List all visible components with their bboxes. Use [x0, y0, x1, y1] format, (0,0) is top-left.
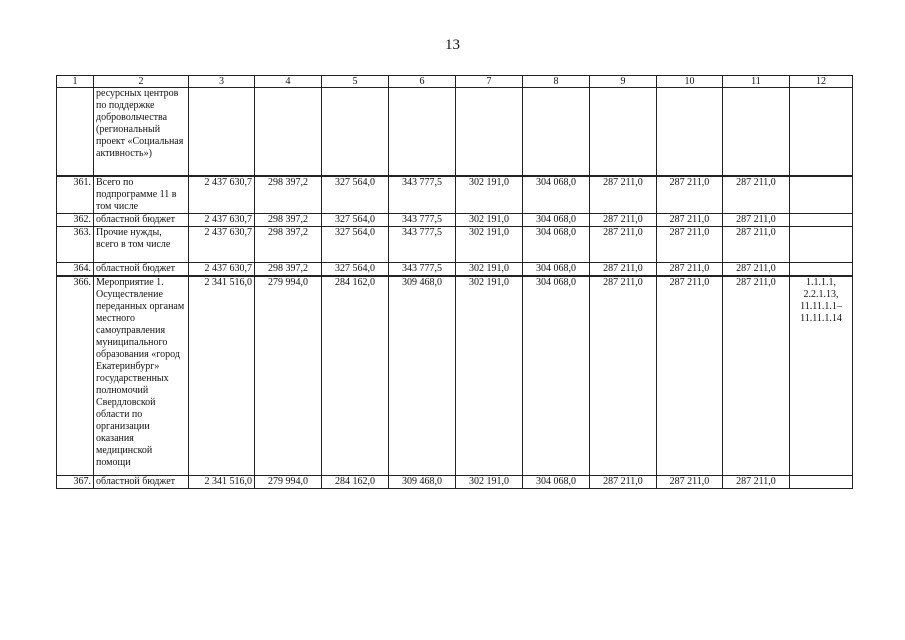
- row-name: областной бюджет: [94, 213, 189, 226]
- row-reference: 1.1.1.1, 2.2.1.13, 11.11.1.1– 11.11.1.14: [790, 276, 853, 476]
- cell-value: 309 468,0: [389, 476, 456, 489]
- column-header: 6: [389, 76, 456, 88]
- row-reference: [790, 213, 853, 226]
- column-header: 10: [657, 76, 723, 88]
- cell-value: [322, 88, 389, 176]
- row-number: [57, 88, 94, 176]
- table-row: [57, 88, 853, 176]
- row-reference: [790, 226, 853, 262]
- cell-value: 287 211,0: [657, 226, 723, 262]
- cell-value: 327 564,0: [322, 262, 389, 276]
- cell-value: 287 211,0: [723, 276, 790, 476]
- cell-value: 279 994,0: [255, 276, 322, 476]
- cell-value: 287 211,0: [590, 213, 657, 226]
- table-row: [57, 262, 853, 276]
- row-number: 361.: [57, 176, 94, 214]
- budget-table: [56, 75, 853, 489]
- row-reference: [790, 262, 853, 276]
- row-reference: [790, 88, 853, 176]
- header-row: [57, 76, 853, 88]
- column-header: 8: [523, 76, 590, 88]
- cell-value: 343 777,5: [389, 176, 456, 214]
- cell-value: 287 211,0: [590, 226, 657, 262]
- cell-value: [657, 88, 723, 176]
- cell-value: 284 162,0: [322, 276, 389, 476]
- cell-value: 279 994,0: [255, 476, 322, 489]
- cell-value: 2 437 630,7: [189, 213, 255, 226]
- table-row: [57, 176, 853, 214]
- cell-value: 298 397,2: [255, 226, 322, 262]
- cell-value: 287 211,0: [657, 476, 723, 489]
- cell-value: 2 437 630,7: [189, 262, 255, 276]
- cell-value: 284 162,0: [322, 476, 389, 489]
- cell-value: 2 437 630,7: [189, 176, 255, 214]
- cell-value: 302 191,0: [456, 213, 523, 226]
- cell-value: 327 564,0: [322, 213, 389, 226]
- column-header: 9: [590, 76, 657, 88]
- row-name: Всего по подпрограмме 11 в том числе: [94, 176, 189, 214]
- cell-value: 298 397,2: [255, 176, 322, 214]
- cell-value: 327 564,0: [322, 226, 389, 262]
- row-name: Мероприятие 1. Осуществление переданных органам местного самоуправления муниципального образования «город Екатеринбург» государственных полномочий Свердловской области по организации оказания медицинской помощи: [94, 276, 189, 476]
- cell-value: 302 191,0: [456, 176, 523, 214]
- cell-value: 287 211,0: [723, 213, 790, 226]
- row-number: 367.: [57, 476, 94, 489]
- column-header: 2: [94, 76, 189, 88]
- cell-value: 304 068,0: [523, 213, 590, 226]
- table-row: [57, 226, 853, 262]
- cell-value: 304 068,0: [523, 176, 590, 214]
- cell-value: 287 211,0: [590, 176, 657, 214]
- column-header: 3: [189, 76, 255, 88]
- cell-value: 343 777,5: [389, 213, 456, 226]
- column-header: 12: [790, 76, 853, 88]
- cell-value: [456, 88, 523, 176]
- cell-value: 2 341 516,0: [189, 476, 255, 489]
- table-body: [57, 88, 853, 489]
- cell-value: 2 437 630,7: [189, 226, 255, 262]
- table-row: [57, 213, 853, 226]
- cell-value: 304 068,0: [523, 226, 590, 262]
- row-name: областной бюджет: [94, 476, 189, 489]
- column-header: 5: [322, 76, 389, 88]
- cell-value: [523, 88, 590, 176]
- cell-value: 287 211,0: [590, 262, 657, 276]
- cell-value: [255, 88, 322, 176]
- row-name: ресурсных центров по поддержке добровольчества (региональный проект «Социальная активность»): [94, 88, 189, 176]
- cell-value: 302 191,0: [456, 226, 523, 262]
- cell-value: 343 777,5: [389, 262, 456, 276]
- table-row: [57, 476, 853, 489]
- row-reference: [790, 476, 853, 489]
- row-number: 366.: [57, 276, 94, 476]
- cell-value: 287 211,0: [657, 213, 723, 226]
- row-name: областной бюджет: [94, 262, 189, 276]
- column-header: 1: [57, 76, 94, 88]
- cell-value: 304 068,0: [523, 276, 590, 476]
- cell-value: [723, 88, 790, 176]
- cell-value: [389, 88, 456, 176]
- cell-value: 304 068,0: [523, 262, 590, 276]
- cell-value: [590, 88, 657, 176]
- table-row: [57, 276, 853, 476]
- row-number: 362.: [57, 213, 94, 226]
- cell-value: 287 211,0: [723, 176, 790, 214]
- cell-value: 287 211,0: [590, 476, 657, 489]
- cell-value: 298 397,2: [255, 262, 322, 276]
- column-header: 11: [723, 76, 790, 88]
- cell-value: 287 211,0: [657, 262, 723, 276]
- cell-value: 343 777,5: [389, 226, 456, 262]
- cell-value: 302 191,0: [456, 262, 523, 276]
- cell-value: 309 468,0: [389, 276, 456, 476]
- page-number: 13: [445, 37, 460, 53]
- row-number: 363.: [57, 226, 94, 262]
- cell-value: 302 191,0: [456, 276, 523, 476]
- cell-value: [189, 88, 255, 176]
- row-reference: [790, 176, 853, 214]
- cell-value: 298 397,2: [255, 213, 322, 226]
- cell-value: 304 068,0: [523, 476, 590, 489]
- column-header: 4: [255, 76, 322, 88]
- cell-value: 287 211,0: [723, 226, 790, 262]
- row-name: Прочие нужды, всего в том числе: [94, 226, 189, 262]
- cell-value: 2 341 516,0: [189, 276, 255, 476]
- row-number: 364.: [57, 262, 94, 276]
- cell-value: 287 211,0: [657, 176, 723, 214]
- column-header: 7: [456, 76, 523, 88]
- cell-value: 287 211,0: [723, 262, 790, 276]
- cell-value: 287 211,0: [657, 276, 723, 476]
- cell-value: 327 564,0: [322, 176, 389, 214]
- cell-value: 302 191,0: [456, 476, 523, 489]
- cell-value: 287 211,0: [590, 276, 657, 476]
- cell-value: 287 211,0: [723, 476, 790, 489]
